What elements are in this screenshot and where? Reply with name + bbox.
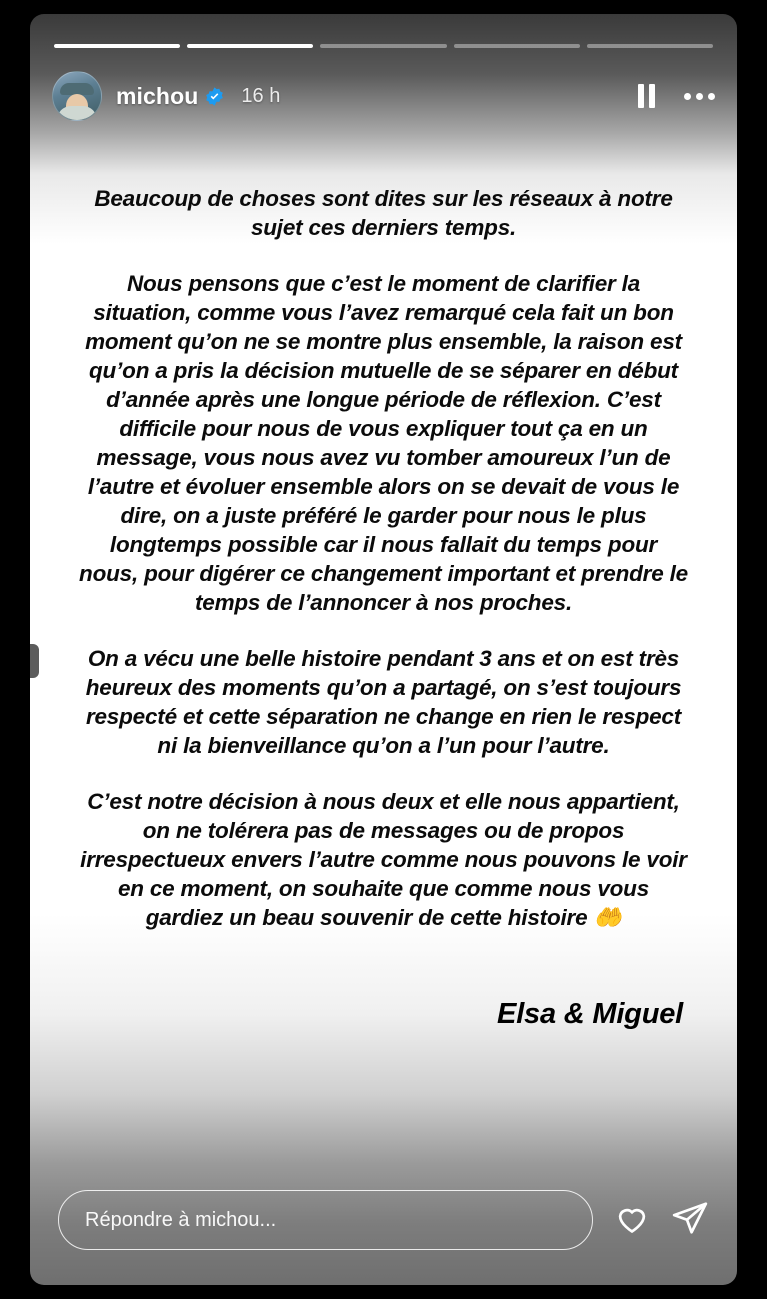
more-options-icon[interactable] [684, 93, 715, 100]
story-footer [30, 1155, 737, 1285]
story-paragraph-2: Nous pensons que c’est le moment de clarifier la situation, comme vous l’avez remarqué cela fait un bon moment qu’on ne se montre plus ensemble, la raison est qu’on a pris la décision mutuelle de se séparer en début d’année après une longue période de réflexion. C’est difficile pour nous de vous expliquer tout ça en un message, vous nous avez vu tomber amoureux l’un de l’autre et évoluer ensemble alors on se devait de vous le dire, on a juste préféré le garder pour nous le plus longtemps possible car il nous fallait du temps pour nous, pour digérer ce changement important et prendre le temps de l’annoncer à nos proches. [79, 271, 695, 615]
progress-segment-5 [587, 44, 713, 48]
story-canvas[interactable] [30, 14, 737, 1285]
story-signature: Elsa & Miguel [497, 998, 683, 1030]
pause-icon[interactable] [638, 84, 658, 108]
progress-segment-1 [54, 44, 180, 48]
story-paragraph-1: Beaucoup de choses sont dites sur les réseaux à notre sujet ces derniers temps. [94, 186, 679, 240]
heart-icon[interactable] [613, 1199, 651, 1242]
progress-segment-3 [320, 44, 446, 48]
verified-badge-icon [204, 86, 225, 107]
story-paragraph-3: On a vécu une belle histoire pendant 3 ans et on est très heureux des moments qu’on a partagé, on s’est toujours respecté et cette séparation ne change en rien le respect ni la bienveillance qu’on a l’un pour l’autre. [85, 646, 688, 758]
story-text-block [78, 184, 695, 1031]
story-timestamp: 16 h [241, 84, 281, 107]
share-icon[interactable] [671, 1199, 709, 1242]
progress-segment-4 [454, 44, 580, 48]
story-header [52, 68, 715, 124]
reply-input[interactable] [85, 1209, 566, 1232]
avatar[interactable] [52, 71, 102, 121]
username-label[interactable]: michou [116, 82, 199, 109]
previous-story-peek[interactable] [30, 644, 39, 678]
story-progress-bars [54, 44, 713, 48]
avatar-body [57, 106, 97, 121]
reply-input-container[interactable] [58, 1190, 593, 1250]
story-header-actions [638, 84, 715, 108]
progress-segment-2 [187, 44, 313, 48]
avatar-hat [60, 83, 94, 95]
story-paragraph-4: C’est notre décision à nous deux et elle nous appartient, on ne tolérera pas de messages ou de propos irrespectueux envers l’autre comme nous pouvons le voir en ce moment, on souhaite que comme nous vous gardiez un beau souvenir de cette histoire 🤲 [80, 789, 693, 930]
